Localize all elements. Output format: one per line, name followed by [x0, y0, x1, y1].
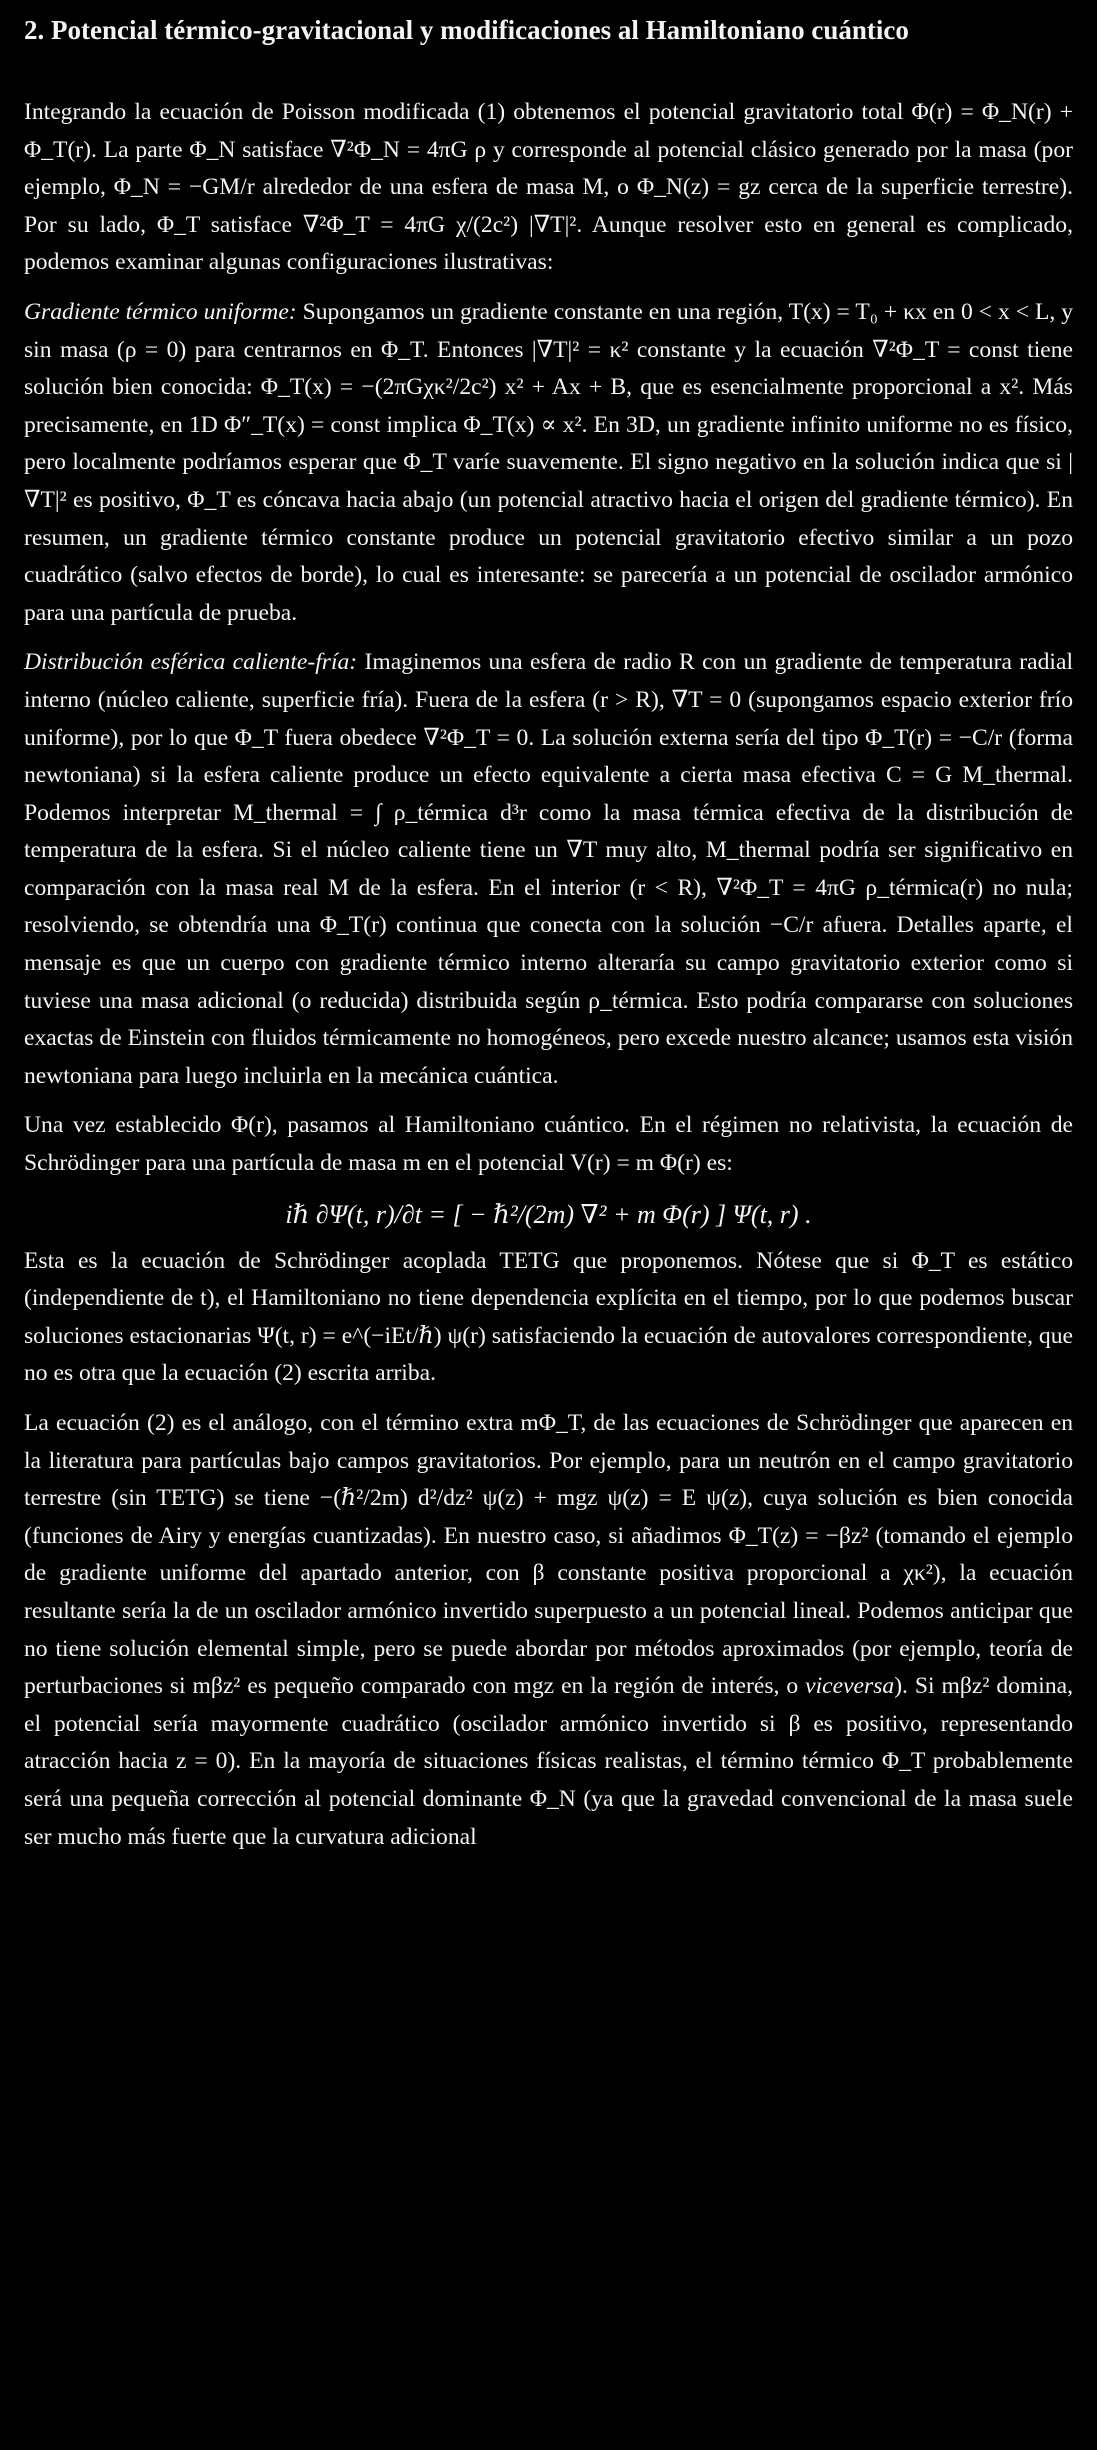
schrodinger-equation: iℏ ∂Ψ(t, r)/∂t = [ − ℏ²/(2m) ∇² + m Φ(r) ] Ψ(t, r) .: [285, 1199, 812, 1229]
paragraph-italic: viceversa: [805, 1673, 895, 1700]
paragraph-body: La ecuación (2) es el análogo, con el término extra mΦ_T, de las ecuaciones de Schrödinger que aparecen en la literatura para partículas bajo campos gravitatorios. Por ejemplo, para un neutrón en el campo gravitatorio terrestre (sin TETG) se tiene −(ℏ²/2m) d²/dz² ψ(z) + mgz ψ(z) = E ψ(z), cuya solución es bien conocida (funciones de Airy y energías cuantizadas). En nuestro caso, si añadimos Φ_T(z) = −βz² (tomando el ejemplo de gradiente uniforme del apartado anterior, con β constante positiva proporcional a χκ²), la ecuación resultante sería la de un oscilador armónico invertido superpuesto a un potencial lineal. Podemos anticipar que no tiene solución elemental simple, pero se puede abordar por métodos aproximados (por ejemplo, teoría de perturbaciones si mβz² es pequeño comparado con mgz en la región de interés, o: [24, 1410, 1073, 1700]
paragraph-lead: Distribución esférica caliente-fría:: [24, 649, 358, 676]
paragraph-hamiltonian: Una vez establecido Φ(r), pasamos al Hamiltoniano cuántico. En el régimen no relativista, la ecuación de Schrödinger para una partícula de masa m en el potencial V(r) = m Φ(r) es:: [24, 1112, 1073, 1177]
section-title: 2. Potencial térmico-gravitacional y modificaciones al Hamiltoniano cuántico: [24, 15, 909, 45]
paragraph-lead: Gradiente térmico uniforme:: [24, 298, 297, 325]
paragraph-intro: Integrando la ecuación de Poisson modificada (1) obtenemos el potencial gravitatorio total Φ(r) = Φ_N(r) + Φ_T(r). La parte Φ_N satisface ∇²Φ_N = 4πG ρ y corresponde al potencial clásico generado por la masa (por ejemplo, Φ_N = −GM/r alrededor de una esfera de masa M, o Φ_N(z) = gz cerca de la superficie terrestre). Por su lado, Φ_T satisface ∇²Φ_T = 4πG χ/(2c²) |∇T|². Aunque resolver esto en general es complicado, podemos examinar algunas configuraciones ilustrativas:: [24, 99, 1073, 276]
paragraph-body: Imaginemos una esfera de radio R con un gradiente de temperatura radial interno (núcleo caliente, superficie fría). Fuera de la esfera (r > R), ∇T = 0 (supongamos espacio exterior frío uniforme), por lo que Φ_T fuera obedece ∇²Φ_T = 0. La solución externa sería del tipo Φ_T(r) = −C/r (forma newtoniana) si la esfera caliente produce un efecto equivalente a cierta masa efectiva C = G M_thermal. Podemos interpretar M_thermal = ∫ ρ_térmica d³r como la masa térmica efectiva de la distribución de temperatura de la esfera. Si el núcleo caliente tiene un ∇T muy alto, M_thermal podría ser significativo en comparación con la masa real M de la esfera. En el interior (r < R), ∇²Φ_T = 4πG ρ_térmica(r) no nula; resolviendo, se obtendría una Φ_T(r) continua que conecta con la solución −C/r afuera. Detalles aparte, el mensaje es que un cuerpo con gradiente térmico interno alteraría su campo gravitatorio exterior como si tuviese una masa adicional (o reducida) distribuida según ρ_térmica. Esto podría compararse con soluciones exactas de Einstein con fluidos térmicamente no homogéneos, pero excede nuestro alcance; usamos esta visión newtoniana para luego incluirla en la mecánica cuántica.: [24, 649, 1073, 1089]
paragraph-uniform-gradient: [24, 294, 1073, 632]
paragraph-analogue: [24, 1405, 1073, 1856]
paragraph-coupled: Esta es la ecuación de Schrödinger acoplada TETG que proponemos. Nótese que si Φ_T es estático (independiente de t), el Hamiltoniano no tiene dependencia explícita en el tiempo, por lo que podemos buscar soluciones estacionarias Ψ(t, r) = e^(−iEt/ℏ) ψ(r) satisfaciendo la ecuación de autovalores correspondiente, que no es otra que la ecuación (2) escrita arriba.: [24, 1247, 1073, 1387]
paragraph-body: Supongamos un gradiente constante en una región, T(x) = T₀ + κx en 0 < x < L, y sin masa (ρ = 0) para centrarnos en Φ_T. Entonces |∇T|² = κ² constante y la ecuación ∇²Φ_T = const tiene solución bien conocida: Φ_T(x) = −(2πGχκ²/2c²) x² + Ax + B, que es esencialmente proporcional a x². Más precisamente, en 1D Φ″_T(x) = const implica Φ_T(x) ∝ x². En 3D, un gradiente infinito uniforme no es físico, pero localmente podríamos esperar que Φ_T varíe suavemente. El signo negativo en la solución indica que si |∇T|² es positivo, Φ_T es cóncava hacia abajo (un potencial atractivo hacia el origen del gradiente térmico). En resumen, un gradiente térmico constante produce un potencial gravitatorio efectivo similar a un pozo cuadrático (salvo efectos de borde), lo cual es interesante: se parecería a un potencial de oscilador armónico para una partícula de prueba.: [24, 298, 1073, 626]
paragraph-body: ). Si mβz² domina, el potencial sería mayormente cuadrático (oscilador armónico invertido si β es positivo, representando atracción hacia z = 0). En la mayoría de situaciones físicas realistas, el término térmico Φ_T probablemente será una pequeña corrección al potencial dominante Φ_N (ya que la gravedad convencional de la masa suele ser mucho más fuerte que la curvatura adicional: [24, 1673, 1073, 1850]
paragraph-spherical: [24, 644, 1073, 1095]
